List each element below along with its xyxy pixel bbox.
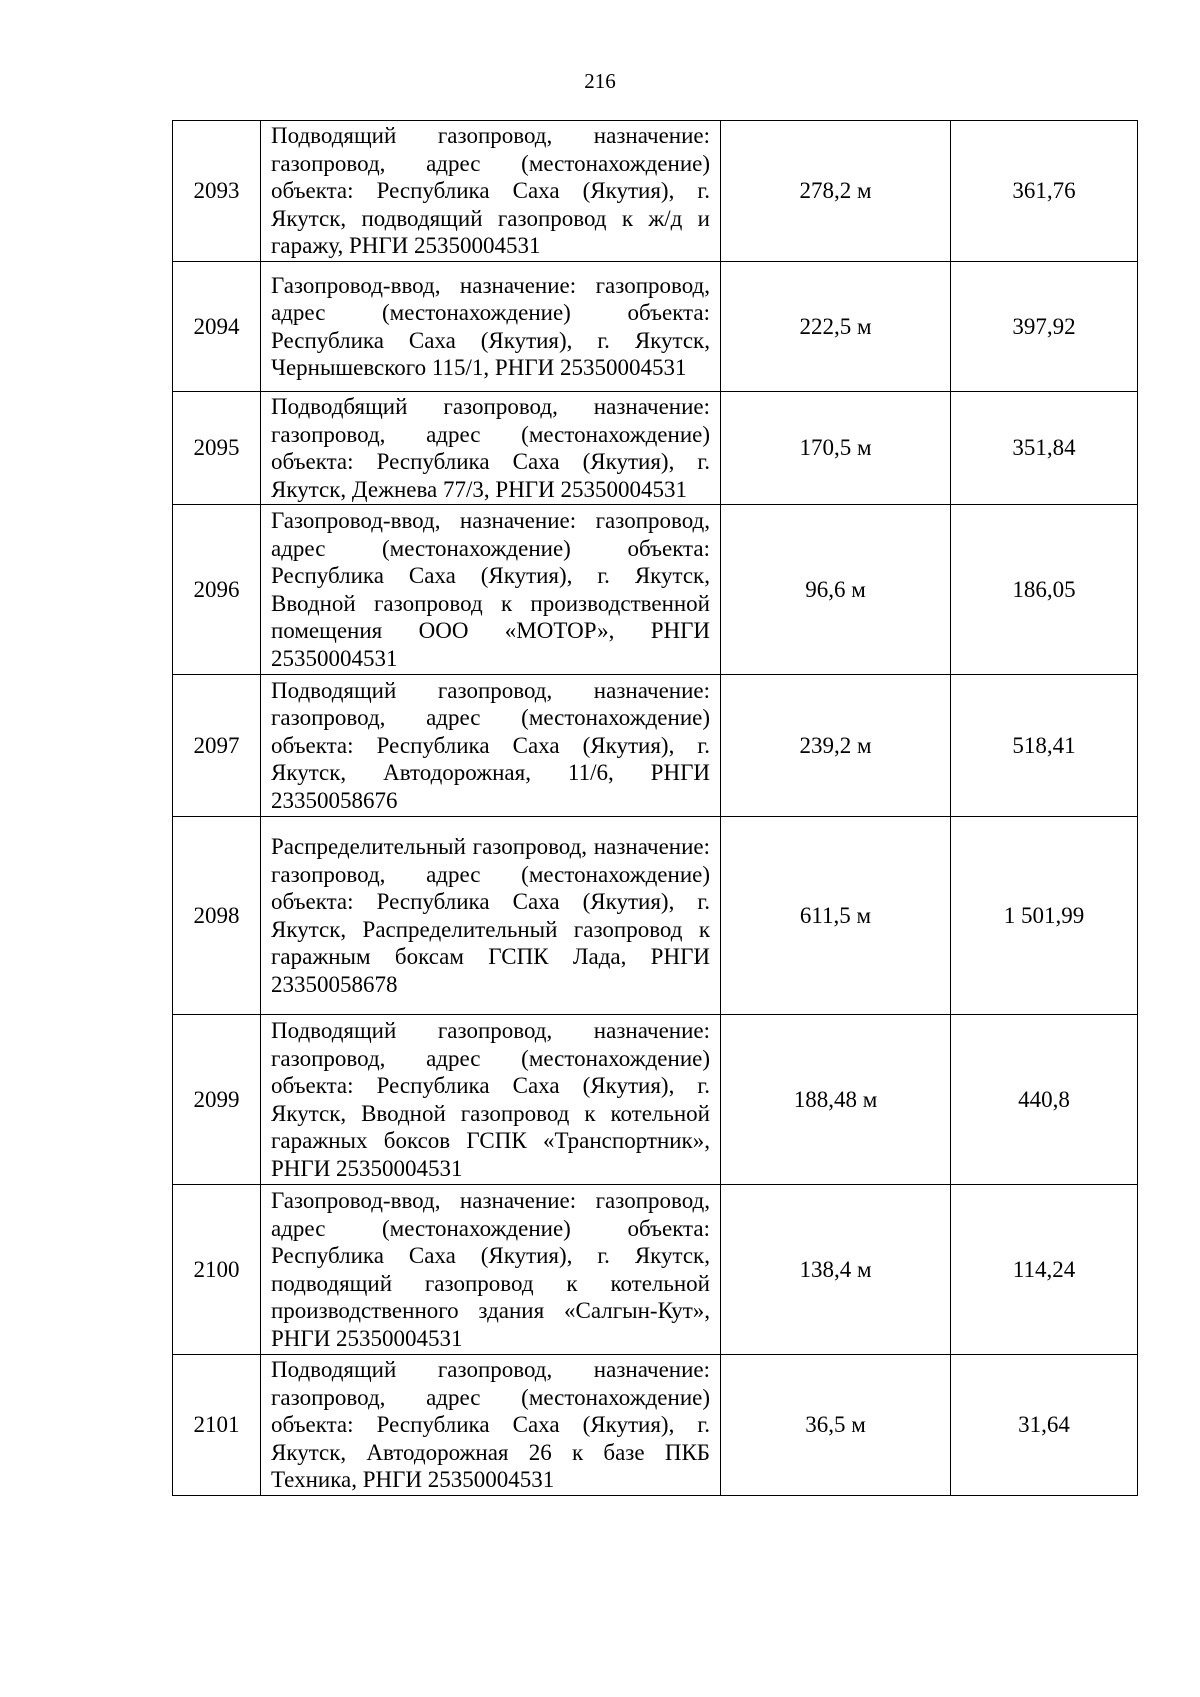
row-description-cell: Подводящий газопровод, назначение: газопровод, адрес (местонахождение) объекта: Республика Саха (Якутия), г. Якутск, Автодорожная, 11/6, РНГИ 23350058676 — [261, 675, 721, 817]
row-value-cell: 1 501,99 — [951, 817, 1138, 1015]
table-row — [173, 1015, 1138, 1185]
table-row — [173, 817, 1138, 1015]
row-length-cell: 96,6 м — [721, 505, 951, 675]
row-value-cell: 361,76 — [951, 121, 1138, 262]
row-description-cell: Газопровод-ввод, назначение: газопровод, адрес (местонахождение) объекта: Республика Саха (Якутия), г. Якутск, Вводной газопровод к производственной помещения ООО «МОТОР», РНГИ 25350004531 — [261, 505, 721, 675]
row-value-cell: 518,41 — [951, 675, 1138, 817]
row-number-cell: 2099 — [173, 1015, 261, 1185]
row-description-cell: Подводбящий газопровод, назначение: газопровод, адрес (местонахождение) объекта: Республика Саха (Якутия), г. Якутск, Дежнева 77/3, РНГИ 25350004531 — [261, 392, 721, 505]
row-description-cell: Газопровод-ввод, назначение: газопровод, адрес (местонахождение) объекта: Республика Саха (Якутия), г. Якутск, Чернышевского 115/1, РНГИ 25350004531 — [261, 262, 721, 392]
row-length-cell: 138,4 м — [721, 1185, 951, 1355]
row-value-cell: 31,64 — [951, 1355, 1138, 1496]
row-number-cell: 2094 — [173, 262, 261, 392]
row-number-cell: 2100 — [173, 1185, 261, 1355]
row-description-cell: Газопровод-ввод, назначение: газопровод, адрес (местонахождение) объекта: Республика Саха (Якутия), г. Якутск, подводящий газопровод к котельной производственного здания «Салгын-Кут», РНГИ 25350004531 — [261, 1185, 721, 1355]
row-length-cell: 188,48 м — [721, 1015, 951, 1185]
row-description-cell: Распределительный газопровод, назначение: газопровод, адрес (местонахождение) объекта: Республика Саха (Якутия), г. Якутск, Распределительный газопровод к гаражным боксам ГСПК Лада, РНГИ 23350058678 — [261, 817, 721, 1015]
page-number: 216 — [584, 69, 616, 93]
row-number-cell: 2095 — [173, 392, 261, 505]
row-number-cell: 2093 — [173, 121, 261, 262]
row-length-cell: 170,5 м — [721, 392, 951, 505]
row-number-cell: 2096 — [173, 505, 261, 675]
row-number-cell: 2097 — [173, 675, 261, 817]
row-description-cell: Подводящий газопровод, назначение: газопровод, адрес (местонахождение) объекта: Республика Саха (Якутия), г. Якутск, Вводной газопровод к котельной гаражных боксов ГСПК «Транспортник», РНГИ 25350004531 — [261, 1015, 721, 1185]
row-number-cell: 2101 — [173, 1355, 261, 1496]
property-table — [172, 120, 1138, 1496]
table-row — [173, 1355, 1138, 1496]
table-row — [173, 1185, 1138, 1355]
row-number-cell: 2098 — [173, 817, 261, 1015]
row-length-cell: 278,2 м — [721, 121, 951, 262]
row-description-cell: Подводящий газопровод, назначение: газопровод, адрес (местонахождение) объекта: Республика Саха (Якутия), г. Якутск, подводящий газопровод к ж/д и гаражу, РНГИ 25350004531 — [261, 121, 721, 262]
table-row — [173, 121, 1138, 262]
row-value-cell: 440,8 — [951, 1015, 1138, 1185]
row-length-cell: 611,5 м — [721, 817, 951, 1015]
row-value-cell: 186,05 — [951, 505, 1138, 675]
table-row — [173, 675, 1138, 817]
row-length-cell: 239,2 м — [721, 675, 951, 817]
row-value-cell: 397,92 — [951, 262, 1138, 392]
table-row — [173, 392, 1138, 505]
row-description-cell: Подводящий газопровод, назначение: газопровод, адрес (местонахождение) объекта: Республика Саха (Якутия), г. Якутск, Автодорожная 26 к базе ПКБ Техника, РНГИ 25350004531 — [261, 1355, 721, 1496]
row-value-cell: 351,84 — [951, 392, 1138, 505]
row-value-cell: 114,24 — [951, 1185, 1138, 1355]
table-row — [173, 505, 1138, 675]
table-row — [173, 262, 1138, 392]
row-length-cell: 36,5 м — [721, 1355, 951, 1496]
row-length-cell: 222,5 м — [721, 262, 951, 392]
